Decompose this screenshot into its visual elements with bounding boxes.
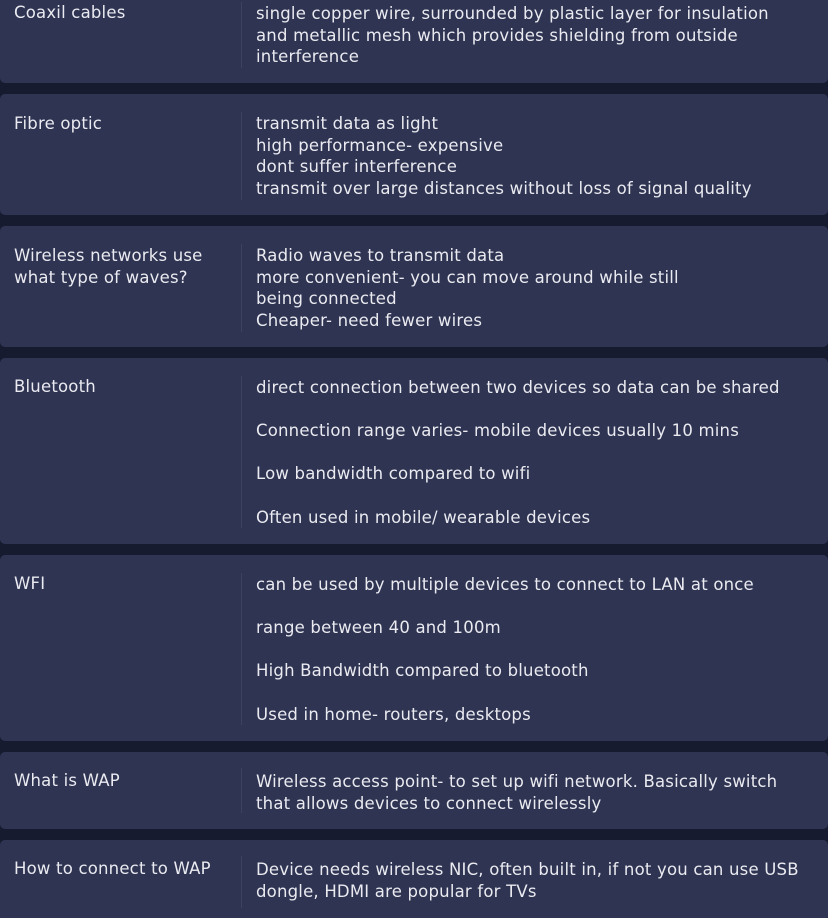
card-divider [241,112,242,200]
definition-line: Cheaper- need fewer wires [256,311,483,331]
definition-line: Radio waves to transmit data [256,246,505,265]
card-divider [241,768,242,813]
card-definition [256,574,821,725]
definition-line: Often used in mobile/ wearable devices [256,507,591,527]
card-definition [256,113,821,200]
definition-line: and metallic mesh which provides shielding from outside [256,25,738,45]
card-divider [241,376,242,528]
flashcard-bluetooth[interactable] [0,358,828,544]
card-term: WFI [14,574,46,593]
card-divider [241,2,242,68]
definition-line: direct connection between two devices so data can be shared [256,378,780,397]
definition-line: dongle, HDMI are popular for TVs [256,881,537,901]
flashcard-wifi[interactable] [0,555,828,741]
definition-line: can be used by multiple devices to connect to LAN at once [256,575,754,594]
flashcard-wireless-networks[interactable] [0,226,828,347]
card-definition [256,377,821,528]
card-term: Wireless networks use what type of waves? [14,246,203,287]
definition-line: being connected [256,289,397,309]
definition-line: transmit data as light [256,114,439,133]
definition-line: High Bandwidth compared to bluetooth [256,661,589,681]
definition-line: range between 40 and 100m [256,618,501,638]
card-divider [241,573,242,725]
flashcard-what-is-wap[interactable] [0,752,828,829]
definition-line: Wireless access point- to set up wifi network. Basically switch [256,772,778,791]
card-term: Bluetooth [14,377,96,396]
flashcard-coaxial-cables[interactable] [0,0,828,83]
card-term: What is WAP [14,771,120,790]
definition-line: more convenient- you can move around while still [256,267,679,287]
card-term: Fibre optic [14,114,103,133]
card-definition [256,3,821,68]
definition-line: interference [256,47,360,67]
card-divider [241,244,242,332]
definition-line: Used in home- routers, desktops [256,704,531,724]
card-definition [256,859,821,902]
definition-line: Low bandwidth compared to wifi [256,464,531,484]
definition-line: Connection range varies- mobile devices usually 10 mins [256,421,740,441]
card-divider [241,856,242,908]
flashcard-fibre-optic[interactable] [0,94,828,215]
definition-line: Device needs wireless NIC, often built in, if not you can use USB [256,860,799,879]
definition-line: transmit over large distances without loss of signal quality [256,179,752,199]
card-term: Coaxil cables [14,3,126,22]
card-definition [256,771,821,814]
card-term: How to connect to WAP [14,859,211,878]
definition-line: single copper wire, surrounded by plastic layer for insulation [256,4,769,23]
card-definition [256,245,821,332]
definition-line: that allows devices to connect wirelessly [256,793,602,813]
definition-line: high performance- expensive [256,135,504,155]
definition-line: dont suffer interference [256,157,458,177]
flashcard-connect-to-wap[interactable] [0,840,828,918]
